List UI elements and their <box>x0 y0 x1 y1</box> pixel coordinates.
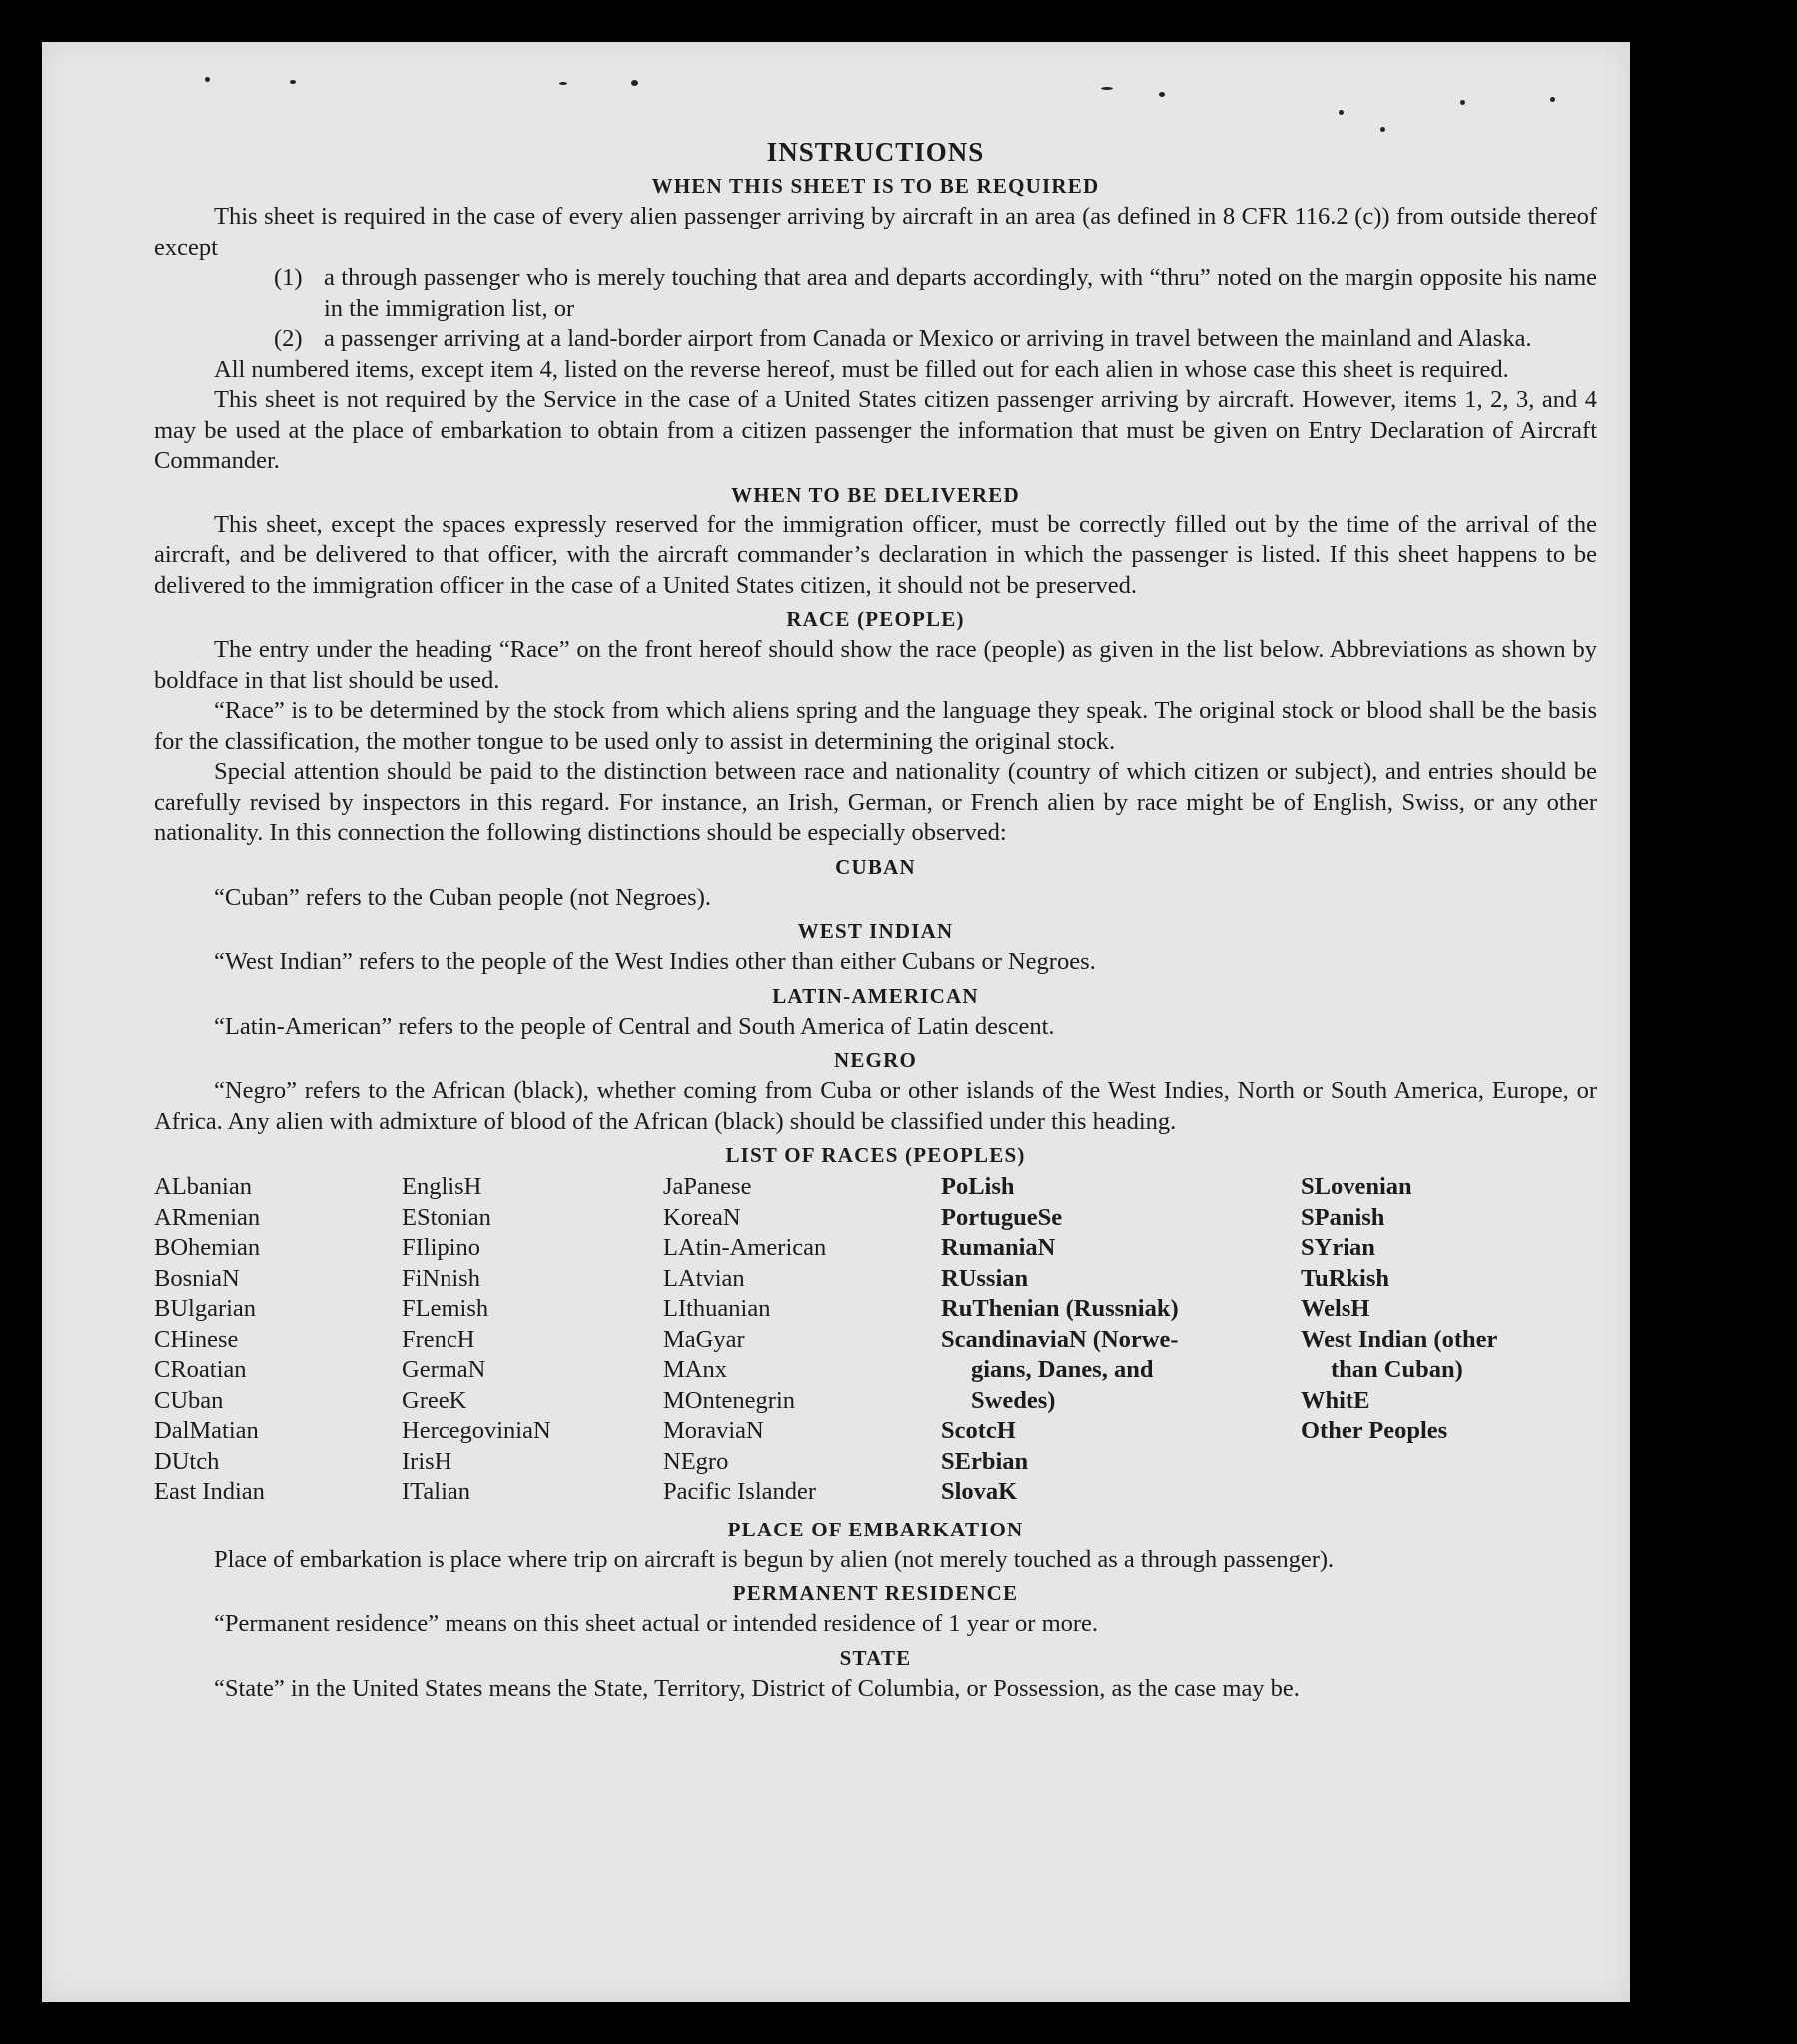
paragraph: This sheet is required in the case of every alien passenger arriving by aircraft in an area (as defined in 8 CFR 116.2 (c)) from outside thereof except <box>154 203 1597 261</box>
race-item: ITalian <box>402 1478 471 1505</box>
race-item: KoreaN <box>663 1203 741 1231</box>
races-list <box>154 1172 1597 1508</box>
race-item: than Cuban) <box>1331 1356 1463 1383</box>
race-item: FiNnish <box>402 1264 480 1292</box>
paragraph: Special attention should be paid to the distinction between race and nationality (country of which citizen or subject), and entries should be carefully revised by inspectors in this regard. For instance, an Irish, German, or French alien by race might be of English, Swiss, or any other nationality. In this connection the following distinctions should be especially observed: <box>154 758 1597 846</box>
race-item: WhitE <box>1301 1386 1370 1414</box>
heading-list-of-races: LIST OF RACES (PEOPLES) <box>725 1143 1026 1167</box>
race-item: TuRkish <box>1301 1264 1390 1292</box>
race-item: MaGyar <box>663 1325 745 1353</box>
race-item: ALbanian <box>154 1173 252 1200</box>
races-column-4 <box>941 1172 1301 1508</box>
race-item: MoraviaN <box>663 1417 764 1444</box>
item-text: a passenger arriving at a land-border airport from Canada or Mexico or arriving in travel between the mainland and Alaska. <box>324 325 1532 352</box>
race-item: CHinese <box>154 1325 239 1353</box>
paragraph: “Negro” refers to the African (black), whether coming from Cuba or other islands of the West Indies, North or South America, Europe, or Africa. Any alien with admixture of blood of the African (black) should be classified under this heading. <box>154 1077 1597 1135</box>
speck <box>559 82 567 85</box>
race-item: Swedes) <box>971 1386 1056 1414</box>
paragraph: “Permanent residence” means on this sheet actual or intended residence of 1 year or more. <box>214 1610 1099 1637</box>
race-item: EStonian <box>402 1203 491 1231</box>
paragraph: “West Indian” refers to the people of the West Indies other than either Cubans or Negroes. <box>214 948 1096 975</box>
race-item: FLemish <box>402 1295 489 1322</box>
race-item: RUssian <box>941 1264 1029 1292</box>
race-item: PortugueSe <box>941 1203 1063 1231</box>
race-item: ScandinaviaN (Norwe- <box>941 1325 1179 1353</box>
speck <box>631 80 638 86</box>
race-item: CRoatian <box>154 1356 247 1383</box>
race-item: CUban <box>154 1386 224 1414</box>
document-sheet <box>42 42 1630 2002</box>
race-item: WelsH <box>1301 1295 1370 1322</box>
race-item: DalMatian <box>154 1417 259 1444</box>
race-item: JaPanese <box>663 1173 752 1200</box>
race-item: IrisH <box>402 1447 452 1475</box>
paragraph: The entry under the heading “Race” on the front hereof should show the race (people) as given in the list below. Abbreviations as shown by boldface in that list should be used. <box>154 636 1597 694</box>
heading-when-delivered: WHEN TO BE DELIVERED <box>731 482 1020 507</box>
race-item: Other Peoples <box>1301 1417 1448 1444</box>
race-item: Pacific Islander <box>663 1478 817 1505</box>
race-item: LAtvian <box>663 1264 745 1292</box>
race-item: West Indian (other <box>1301 1325 1498 1353</box>
race-item: RuThenian (Russniak) <box>941 1295 1179 1322</box>
race-item: NEgro <box>663 1447 729 1475</box>
heading-when-required: WHEN THIS SHEET IS TO BE REQUIRED <box>651 174 1100 198</box>
race-item: EnglisH <box>402 1173 482 1200</box>
race-item: SYrian <box>1301 1234 1375 1261</box>
race-item: FIlipino <box>402 1234 480 1261</box>
race-item: BUlgarian <box>154 1295 257 1322</box>
race-item: PoLish <box>941 1173 1015 1200</box>
race-item: SPanish <box>1301 1203 1385 1231</box>
speck <box>290 80 296 84</box>
races-column-5 <box>1301 1172 1597 1508</box>
race-item: RumaniaN <box>941 1234 1056 1261</box>
paragraph: This sheet, except the spaces expressly reserved for the immigration officer, must be correctly filled out by the time of the arrival of the aircraft, and be delivered to that officer, with the aircraft commander’s declaration in which the passenger is listed. If this sheet happens to be delivered to the immigration officer in the case of a United States citizen, it should not be preserved. <box>154 511 1597 599</box>
heading-state: STATE <box>839 1645 912 1670</box>
race-item: LIthuanian <box>663 1295 771 1322</box>
race-item: SLovenian <box>1301 1173 1412 1200</box>
paragraph: Place of embarkation is place where trip on aircraft is begun by alien (not merely touched as a through passenger). <box>214 1545 1335 1573</box>
heading-place-of-embarkation: PLACE OF EMBARKATION <box>727 1517 1024 1541</box>
heading-race: RACE (PEOPLE) <box>786 607 965 631</box>
heading-latin-american: LATIN-AMERICAN <box>772 983 979 1008</box>
list-item <box>154 324 1597 355</box>
race-item: MOntenegrin <box>663 1386 795 1414</box>
races-column-2 <box>402 1172 663 1508</box>
race-item: SErbian <box>941 1447 1029 1475</box>
heading-permanent-residence: PERMANENT RESIDENCE <box>732 1581 1019 1605</box>
list-item <box>154 263 1597 324</box>
race-item: FrencH <box>402 1325 475 1353</box>
race-item: East Indian <box>154 1478 265 1505</box>
item-text: a through passenger who is merely touching that area and departs accordingly, with “thru” noted on the margin opposite his name in the immigration list, or <box>324 264 1597 322</box>
paragraph: “State” in the United States means the State, Territory, District of Columbia, or Possession, as the case may be. <box>214 1674 1300 1702</box>
heading-west-indian: WEST INDIAN <box>797 919 954 943</box>
race-item: ScotcH <box>941 1417 1016 1444</box>
race-item: HercegovinіaN <box>402 1417 551 1444</box>
paragraph: “Cuban” refers to the Cuban people (not Negroes). <box>214 883 711 911</box>
race-item: LAtin-American <box>663 1234 827 1261</box>
paragraph: All numbered items, except item 4, listed on the reverse hereof, must be filled out for each alien in whose case this sheet is required. <box>214 355 1509 383</box>
heading-cuban: CUBAN <box>835 854 916 879</box>
speck <box>205 77 210 82</box>
race-item: BosniaN <box>154 1264 240 1292</box>
race-item: gians, Danes, and <box>971 1356 1154 1383</box>
race-item: ARmenian <box>154 1203 261 1231</box>
race-item: GreeK <box>402 1386 467 1414</box>
races-column-1 <box>154 1172 402 1508</box>
page-title: INSTRUCTIONS <box>766 137 985 167</box>
race-item: GermaN <box>402 1356 486 1383</box>
race-item: MAnx <box>663 1356 727 1383</box>
heading-negro: NEGRO <box>833 1048 917 1072</box>
race-item: SlovaK <box>941 1478 1018 1505</box>
races-column-3 <box>663 1172 941 1508</box>
paragraph: “Race” is to be determined by the stock from which aliens spring and the language they speak. The original stock or blood shall be the basis for the classification, the mother tongue to be used only to assist in determining the original stock. <box>154 697 1597 755</box>
instructions-content <box>154 92 1597 1704</box>
speck <box>1101 87 1113 90</box>
item-number: (2) <box>274 325 303 352</box>
paragraph: This sheet is not required by the Service in the case of a United States citizen passenger arriving by aircraft. However, items 1, 2, 3, and 4 may be used at the place of embarkation to obtain from a citizen passenger the information that must be given on Entry Declaration of Aircraft Commander. <box>154 386 1597 474</box>
race-item: DUtch <box>154 1447 220 1475</box>
race-item: BOhemian <box>154 1234 261 1261</box>
paragraph: “Latin-American” refers to the people of Central and South America of Latin descent. <box>214 1012 1055 1040</box>
item-number: (1) <box>274 264 303 291</box>
